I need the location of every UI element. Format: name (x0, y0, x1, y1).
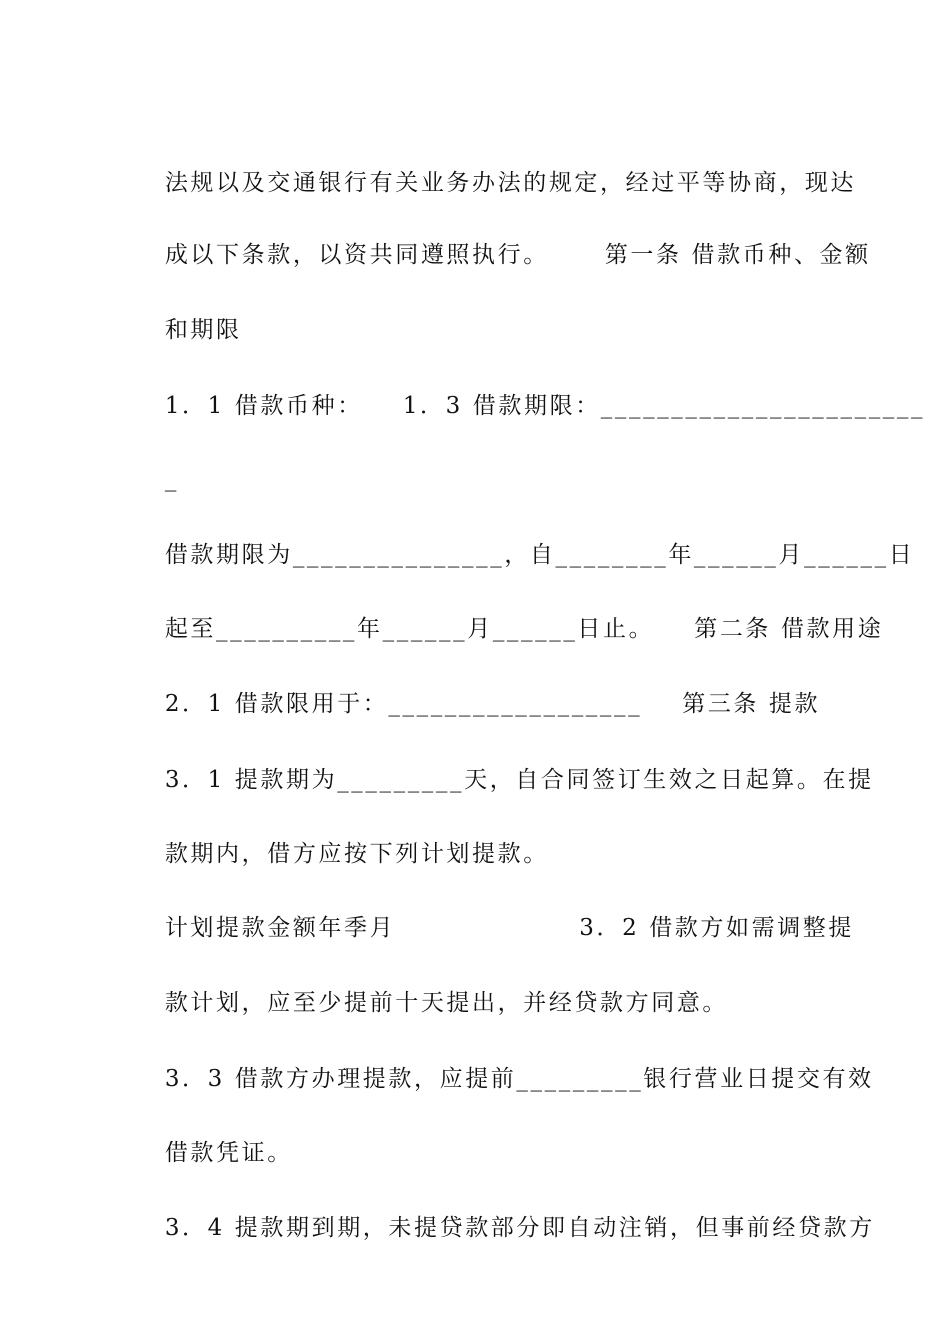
paragraph-line (145, 434, 179, 494)
paragraph-line (145, 1108, 293, 1168)
text-span: 法规以及交通银行有关业务办法的规定，经过平等协商，现达 (164, 170, 857, 196)
text-span: 3．1 提款期为_________天，自合同签订生效之日起算。在提 (164, 767, 874, 793)
paragraph-line (145, 210, 871, 270)
paragraph-line (145, 138, 856, 198)
text-span: 和期限 (164, 317, 242, 343)
paragraph-line (145, 958, 728, 1018)
clause-label: 1．1 借款币种： (164, 393, 363, 419)
clause-label: 2．1 借款限用于：__________________ (164, 691, 643, 717)
clause-label: 1．3 借款期限：_______________________ (402, 393, 926, 419)
paragraph-line (145, 361, 925, 421)
paragraph-line (145, 285, 242, 345)
paragraph-line (145, 1034, 874, 1094)
article-heading: 第一条 借款币种、金额 (604, 242, 871, 268)
text-span: 款期内，借方应按下列计划提款。 (164, 841, 549, 867)
text-span: 计划提款金额年季月 (164, 915, 396, 941)
text-span: 起至__________年______月______日止。 (164, 616, 655, 642)
paragraph-line (145, 735, 874, 795)
text-span: 3．4 提款期到期，未提贷款部分即自动注销，但事前经贷款方 (164, 1215, 875, 1241)
article-heading: 第二条 借款用途 (694, 616, 884, 642)
paragraph-line (145, 510, 914, 570)
paragraph-line (145, 584, 883, 644)
paragraph-line (145, 1183, 875, 1243)
text-span: 借款凭证。 (164, 1140, 293, 1166)
text-span: 借款期限为_______________，自________年______月______日 (164, 542, 915, 568)
paragraph-line (145, 883, 854, 943)
text-span: 款计划，应至少提前十天提出，并经贷款方同意。 (164, 990, 729, 1016)
text-span: 成以下条款，以资共同遵照执行。 (164, 242, 549, 268)
paragraph-line (145, 659, 820, 719)
text-span: _ (164, 466, 179, 492)
article-heading: 第三条 提款 (682, 691, 821, 717)
paragraph-line (145, 809, 549, 869)
text-span: 3．3 借款方办理提款，应提前_________银行营业日提交有效 (164, 1066, 874, 1092)
clause-label: 3．2 借款方如需调整提 (579, 915, 855, 941)
